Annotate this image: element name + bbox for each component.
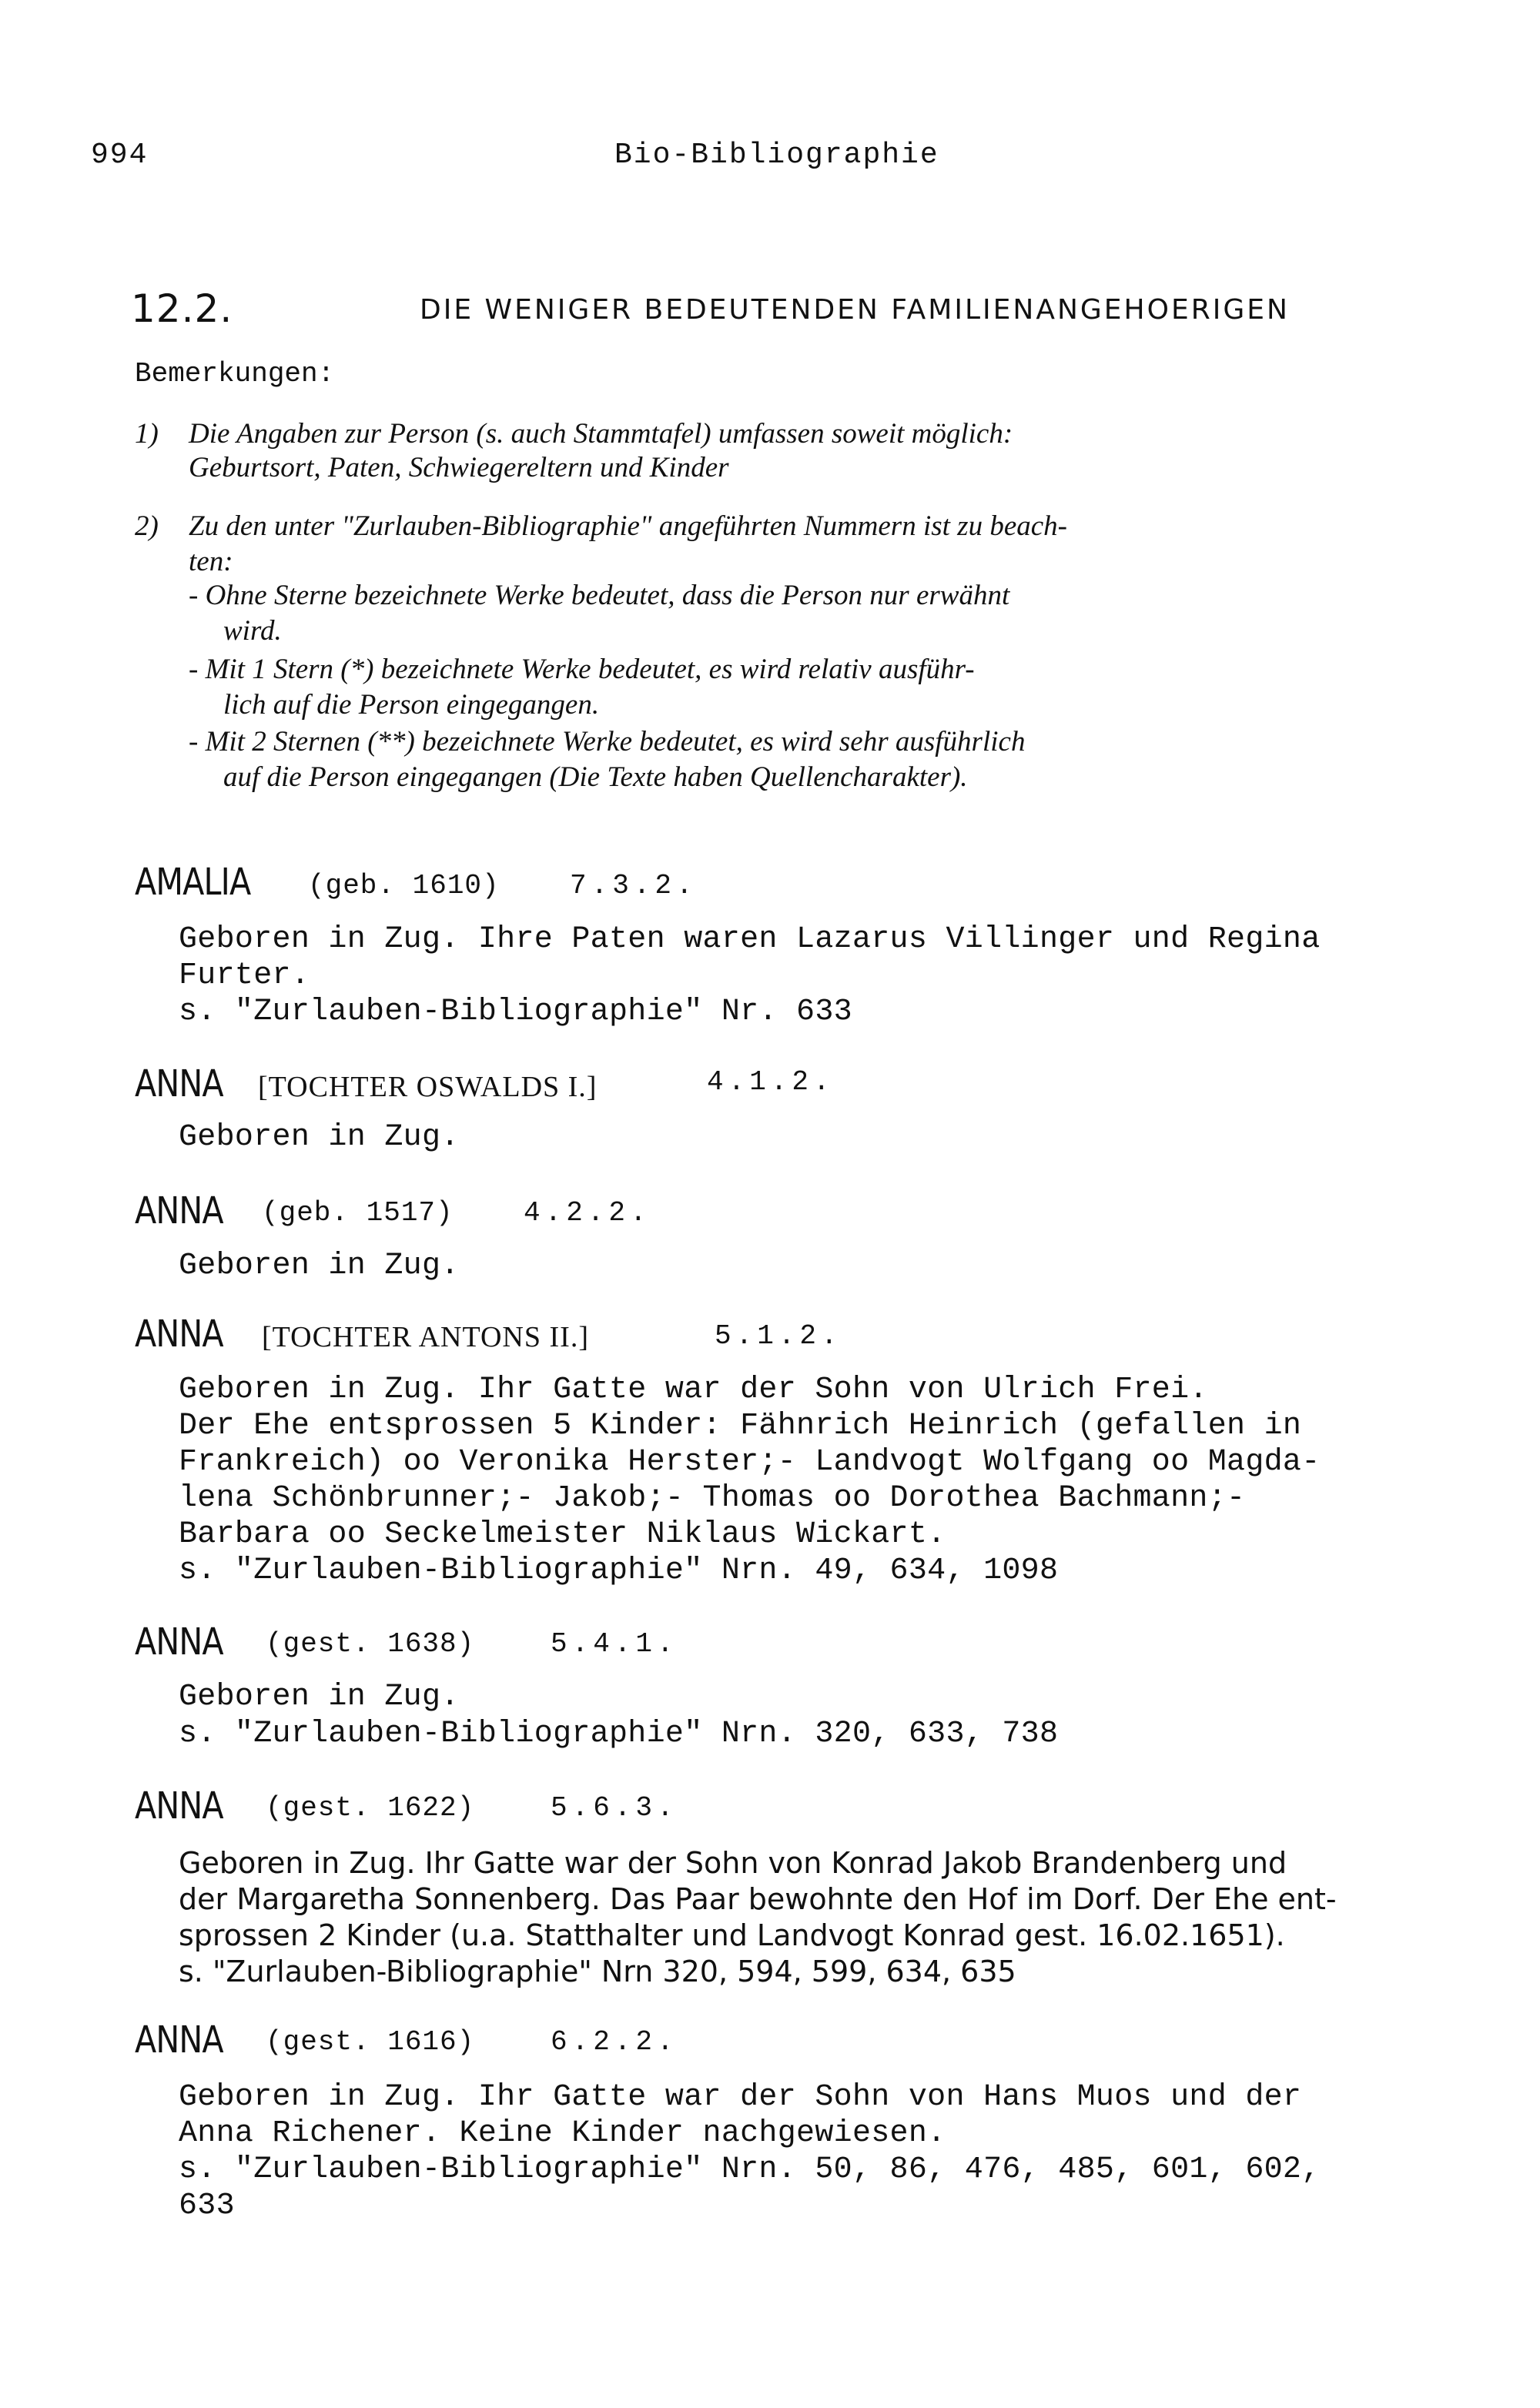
entry-line: s. "Zurlauben-Bibliographie" Nrn 320, 594, 599, 634, 635 [179,1955,1016,1988]
note-2-bullet: - Mit 1 Stern (*) bezeichnete Werke bedeutet, es wird relativ ausführ- [189,654,975,685]
entry-meta: (gest. 1622) [266,1792,475,1824]
entry-meta: (geb. 1517) [262,1197,454,1229]
running-title: Bio-Bibliographie [614,139,939,172]
entry-name: ANNA [135,1784,223,1828]
entry-name: ANNA [135,1189,223,1232]
entry-line: Frankreich) oo Veronika Herster;- Landvogt Wolfgang oo Magda- [179,1445,1321,1480]
entry-meta: (gest. 1616) [266,2026,475,2058]
entry-line: Geboren in Zug. [179,1680,460,1714]
entry-line: Barbara oo Seckelmeister Niklaus Wickart. [179,1517,946,1552]
entry-ref: 4.2.2. [524,1197,651,1229]
entry-line: s. "Zurlauben-Bibliographie" Nr. 633 [179,995,852,1029]
entry-meta: (gest. 1638) [266,1628,475,1660]
entry-line: der Margaretha Sonnenberg. Das Paar bewohnte den Hof im Dorf. Der Ehe ent- [179,1882,1337,1916]
note-2-line: ten: [189,546,233,577]
remarks-label: Bemerkungen: [135,358,335,390]
entry-meta: [TOCHTER OSWALDS I.] [258,1071,598,1103]
entry-ref: 5.1.2. [715,1320,842,1352]
entry-ref: 4.1.2. [707,1066,835,1098]
note-2-bullet: - Mit 2 Sternen (**) bezeichnete Werke bedeutet, es wird sehr ausführlich [189,726,1026,758]
entry-line: Der Ehe entsprossen 5 Kinder: Fähnrich Heinrich (gefallen in [179,1409,1302,1443]
entry-line: 633 [179,2189,235,2223]
note-2-bullet-continuation: lich auf die Person eingegangen. [223,689,600,721]
entry-ref: 5.4.1. [551,1628,678,1660]
section-number: 12.2. [131,286,233,331]
entry-line: s. "Zurlauben-Bibliographie" Nrn. 320, 633, 738 [179,1717,1059,1751]
entry-line: Geboren in Zug. [179,1249,460,1283]
entry-line: lena Schönbrunner;- Jakob;- Thomas oo Dorothea Bachmann;- [179,1481,1246,1516]
note-1-line: Geburtsort, Paten, Schwiegereltern und Kinder [189,452,729,483]
entry-line: s. "Zurlauben-Bibliographie" Nrn. 50, 86, 476, 485, 601, 602, [179,2152,1321,2187]
note-2-bullet-continuation: wird. [223,615,282,647]
entry-line: Anna Richener. Keine Kinder nachgewiesen. [179,2116,946,2151]
entry-line: Geboren in Zug. Ihr Gatte war der Sohn von Konrad Jakob Brandenberg und [179,1846,1287,1880]
note-2-bullet-continuation: auf die Person eingegangen (Die Texte haben Quellencharakter). [223,761,968,793]
entry-name: ANNA [135,1620,223,1664]
entry-line: Geboren in Zug. Ihr Gatte war der Sohn von Ulrich Frei. [179,1373,1208,1407]
entry-line: Geboren in Zug. Ihre Paten waren Lazarus Villinger und Regina [179,922,1321,957]
entry-ref: 7.3.2. [570,870,698,901]
note-1-marker: 1) [135,418,159,450]
entry-line: Furter. [179,958,310,993]
page-number: 994 [91,139,149,172]
entry-name: ANNA [135,1062,223,1105]
entry-name: ANNA [135,2018,223,2062]
entry-ref: 6.2.2. [551,2026,678,2058]
entry-meta: (geb. 1610) [308,870,500,901]
entry-ref: 5.6.3. [551,1792,678,1824]
entry-meta: [TOCHTER ANTONS II.] [262,1321,589,1353]
note-2-bullet: - Ohne Sterne bezeichnete Werke bedeutet, dass die Person nur erwähnt [189,580,1010,611]
entry-name: AMALIA [135,861,251,904]
entry-line: Geboren in Zug. [179,1120,460,1155]
note-1-line: Die Angaben zur Person (s. auch Stammtafel) umfassen soweit möglich: [189,418,1013,450]
note-2-marker: 2) [135,510,159,542]
entry-line: sprossen 2 Kinder (u.a. Statthalter und Landvogt Konrad gest. 16.02.1651). [179,1918,1285,1952]
note-2-line: Zu den unter "Zurlauben-Bibliographie" angeführten Nummern ist zu beach- [189,510,1067,542]
entry-line: Geboren in Zug. Ihr Gatte war der Sohn von Hans Muos und der [179,2080,1302,2115]
entry-name: ANNA [135,1313,223,1356]
entry-line: s. "Zurlauben-Bibliographie" Nrn. 49, 634, 1098 [179,1553,1059,1588]
section-title: DIE WENIGER BEDEUTENDEN FAMILIENANGEHOERIGEN [420,294,1290,326]
